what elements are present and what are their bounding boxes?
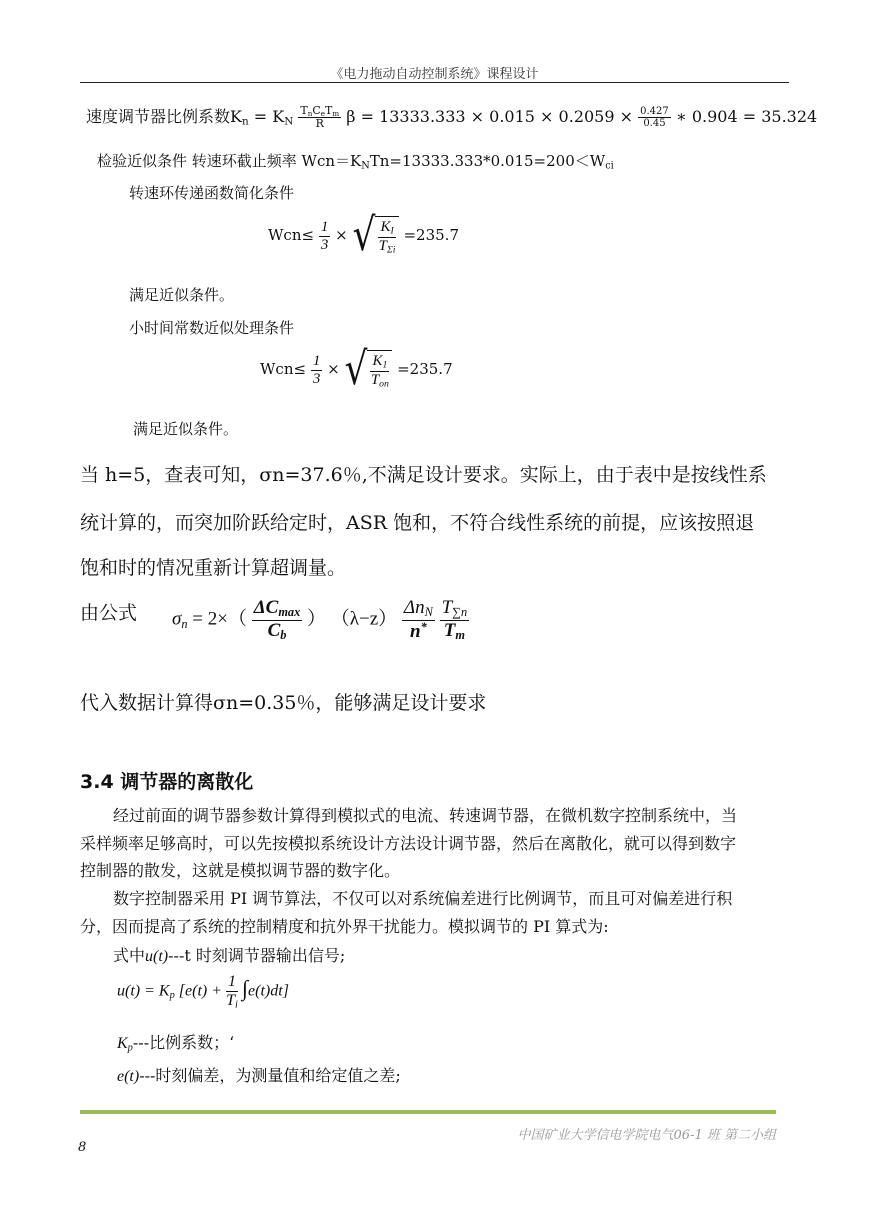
f3-sigma: σ xyxy=(172,608,182,630)
simplify-condition: 转速环传递函数简化条件 xyxy=(129,184,295,202)
small-time-condition: 小时间常数近似处理条件 xyxy=(129,319,295,337)
et-symbol: e(t) xyxy=(117,1068,140,1085)
f2-times: × xyxy=(327,360,340,379)
f3-num: ΔC xyxy=(253,597,279,619)
page-number: 8 xyxy=(78,1140,87,1155)
f3-den: C xyxy=(267,619,281,641)
p1-line-1: 经过前面的调节器参数计算得到模拟式的电流、转速调节器，在微机数字控制系统中，当 xyxy=(113,806,738,825)
p2-line-2: 分，因而提高了系统的控制精度和抗外界干扰能力。模拟调节的 PI 算式为: xyxy=(80,917,609,936)
radical-icon: √ xyxy=(344,343,368,396)
beta-expr: β = 13333.333 × 0.015 × 0.2059 × xyxy=(346,107,634,126)
f2-root-num-sub: 1 xyxy=(382,359,388,371)
para-line-2: 统计算的，而突加阶跃给定时，ASR 饱和，不符合线性系统的前提，应该按照退 xyxy=(80,512,755,534)
f1-den: 3 xyxy=(320,236,329,253)
et-desc: ---时刻偏差，为测量值和给定值之差; xyxy=(139,1066,401,1085)
f2-root-num: K xyxy=(372,353,383,369)
kn-calculation xyxy=(86,104,817,130)
f2-root-den: T xyxy=(370,372,380,389)
f1-root-den: T xyxy=(378,238,387,255)
pi-num: 1 xyxy=(228,973,237,990)
kn-label: 速度调节器比例系数K xyxy=(86,107,242,126)
f2-sqrt xyxy=(344,343,392,396)
pi-mid: [e(t) + xyxy=(178,982,223,1000)
check-text-a: 检验近似条件 转速环截止频率 Wcn＝K xyxy=(97,152,362,170)
check-sub-n: N xyxy=(361,160,370,172)
check-text-b: Tn=13333.333*0.015=200＜W xyxy=(369,152,606,170)
f1-sqrt xyxy=(352,209,398,262)
result-line: 代入数据计算得σn=0.35％，能够满足设计要求 xyxy=(80,692,487,714)
f3-frac-c xyxy=(252,598,303,642)
f1-root-num-sub: I xyxy=(390,225,394,237)
f2-num: 1 xyxy=(312,353,321,370)
pi-den: T xyxy=(226,991,236,1009)
pi-lhs-sub: p xyxy=(169,990,175,1002)
p1-line-2: 采样频率足够高时，可以先按模拟系统设计方法设计调节器，然后在离散化，就可以得到数字 xyxy=(80,834,737,853)
pi-tail: e(t)dt] xyxy=(248,982,289,1000)
f2-rhs: =235.7 xyxy=(397,360,453,379)
f1-lhs: Wcn≤ xyxy=(268,226,315,245)
frac-num-sub2: e xyxy=(320,108,326,118)
f2-den: 3 xyxy=(312,370,321,387)
kn2: K xyxy=(272,107,285,126)
kp-sub: p xyxy=(127,1042,133,1054)
f3-close: ） xyxy=(307,608,327,630)
small-den: 0.45 xyxy=(643,118,666,129)
f3-f2-num-sub: N xyxy=(424,605,433,620)
small-fraction xyxy=(638,106,671,129)
kn2-sub: N xyxy=(284,115,294,128)
frac-num-c: C xyxy=(312,103,321,117)
f3-frac-n xyxy=(402,598,435,643)
integral-icon: ∫ xyxy=(242,975,249,1001)
p1-line-3: 控制器的散发，这就是模拟调节器的数字化。 xyxy=(80,861,401,880)
f3-eq: = 2×（ xyxy=(192,608,247,630)
frac-num-tm: T xyxy=(325,103,333,117)
f1-rhs: =235.7 xyxy=(403,226,459,245)
frac-num-sub3: m xyxy=(332,108,340,118)
section-title: 3.4 调节器的离散化 xyxy=(80,771,254,793)
f3-f3-den-sub: m xyxy=(455,627,465,642)
header-rule xyxy=(80,82,789,83)
footer-rule xyxy=(80,1110,776,1114)
f1-root-num: K xyxy=(380,219,391,235)
pi-frac xyxy=(226,973,238,1011)
para-line-1: 当 h=5，查表可知，σn=37.6％,不满足设计要求。实际上，由于表中是按线性系 xyxy=(80,464,767,486)
et-definition xyxy=(117,1063,401,1086)
f1-root-frac xyxy=(378,219,395,256)
calc-tail: ∗ 0.904 = 35.324 xyxy=(675,107,818,126)
by-formula-label: 由公式 xyxy=(80,602,138,624)
pi-lhs: u(t) = K xyxy=(117,982,170,1000)
satisfied-1: 满足近似条件。 xyxy=(129,286,235,304)
f3-f2-den: n xyxy=(409,620,421,642)
f3-f2-num: Δn xyxy=(403,597,425,618)
para-line-3: 饱和时的情况重新计算超调量。 xyxy=(80,557,347,579)
pi-den-sub: i xyxy=(235,999,238,1011)
f2-root-den-sub: on xyxy=(379,378,389,390)
page-header: 《电力拖动自动控制系统》课程设计 xyxy=(330,67,539,82)
f3-frac-t xyxy=(440,598,470,642)
check-line xyxy=(97,150,614,171)
small-num: 0.427 xyxy=(640,106,669,117)
radical-icon: √ xyxy=(352,209,376,262)
f3-den-sub: b xyxy=(280,627,287,642)
f2-root-frac xyxy=(370,353,389,390)
f1-third xyxy=(319,219,331,253)
f3-sigma-sub: n xyxy=(181,616,188,631)
f3-lambda: （λ−z） xyxy=(330,608,398,630)
pi-formula xyxy=(117,973,289,1011)
kp-desc: ---比例系数；‘ xyxy=(132,1033,235,1052)
frac-num-t: T xyxy=(300,103,308,117)
f3-f3-den: T xyxy=(443,619,456,641)
f3-num-sub: max xyxy=(278,605,301,620)
f2-lhs: Wcn≤ xyxy=(260,360,307,379)
eq-sign: = xyxy=(253,107,268,126)
ut-prefix: 式中 xyxy=(113,946,146,965)
kp-definition xyxy=(117,1030,234,1054)
f1-root-den-sub: Σi xyxy=(386,244,396,256)
formula-wcn-2 xyxy=(260,343,453,396)
frac-den: R xyxy=(315,117,324,131)
check-sub-ci: ci xyxy=(605,160,614,172)
ut-desc: ---t 时刻调节器输出信号; xyxy=(168,946,346,965)
f3-f3-num-sub: ∑n xyxy=(452,605,468,620)
f3-f3-num: T xyxy=(441,597,453,619)
satisfied-2: 满足近似条件。 xyxy=(133,420,239,438)
kn-fraction xyxy=(298,105,341,131)
f1-num: 1 xyxy=(320,219,329,236)
kn-sub: n xyxy=(241,115,249,128)
ut-symbol: u(t) xyxy=(145,948,169,965)
frac-num-sub1: n xyxy=(307,108,313,118)
f1-times: × xyxy=(335,226,348,245)
footer-text: 中国矿业大学信电学院电气06-1 班 第二小组 xyxy=(517,1128,776,1143)
p2-line-1: 数字控制器采用 PI 调节算法，不仅可以对系统偏差进行比例调节，而且可对偏差进行积 xyxy=(113,889,733,908)
ut-definition xyxy=(113,943,345,966)
f3-f2-den-sup: * xyxy=(420,619,427,634)
kp-symbol: K xyxy=(117,1035,128,1052)
formula-wcn-1 xyxy=(268,209,459,262)
formula-overshoot xyxy=(172,598,469,643)
f2-third xyxy=(311,353,323,387)
